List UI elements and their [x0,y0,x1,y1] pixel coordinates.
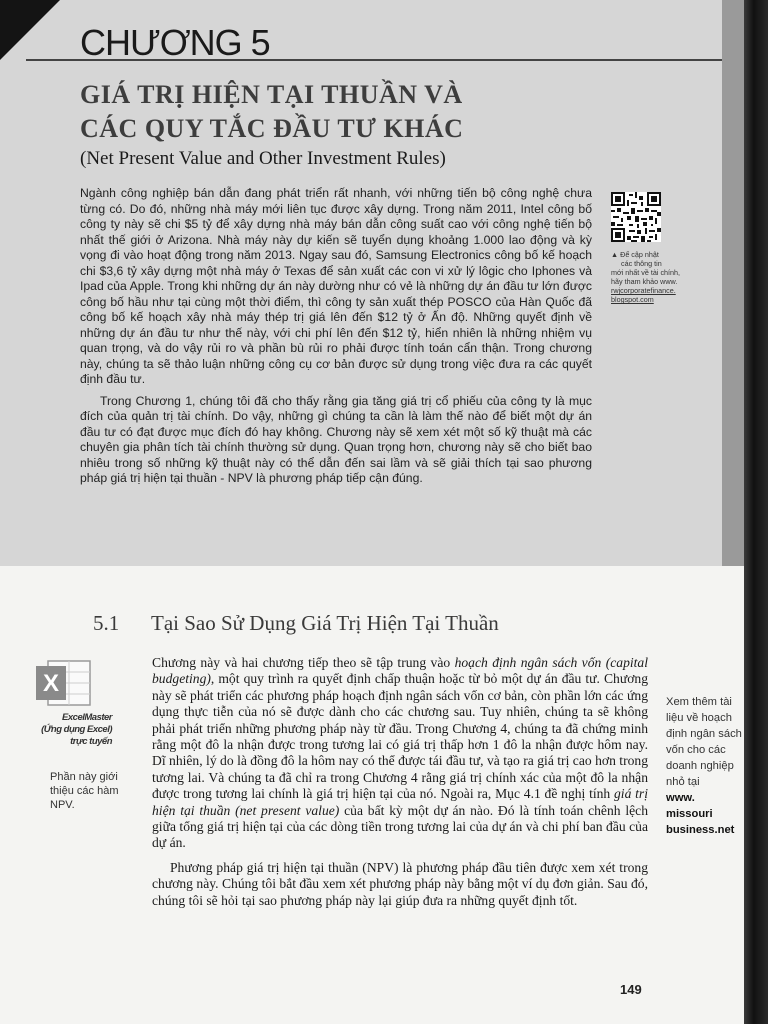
corner-triangle-decoration [0,0,60,60]
body-paragraph-2: Phương pháp giá trị hiện tại thuần (NPV) là phương pháp đầu tiên được xem xét trong chương này. Chúng tôi bắt đầu xem xét phương pháp này bằng một ví dụ đơn giản. Sau đó, chúng tôi sẽ hỏi tại sao phương pháp này lại giúp đưa ra những quyết định tốt. [152,859,648,908]
qr-note-link[interactable]: rwjcorporatefinance. [611,286,676,295]
header-side-strip [722,0,744,566]
chapter-label: CHƯƠNG 5 [80,22,270,63]
right-margin-note [666,694,746,838]
right-note-url[interactable]: business.net [666,824,735,836]
intro-paragraph-2: Trong Chương 1, chúng tôi đã cho thấy rằng gia tăng giá trị cổ phiếu của công ty là mục đích của quản trị tài chính. Do vậy, những gì chúng ta cần là làm thế nào để biết một dự án đầu tư có đạt được mục đích đó hay không. Chương này sẽ xem xét một số kỹ thuật mà các chuyên gia phân tích tài chính thường sử dụng. Quan trọng hơn, chương này sẽ cho biết bao nhiêu trong số những kỹ thuật này có thể dẫn đến sai lầm và sẽ giải thích tại sao phương pháp giá trị hiện tại thuần - NPV là phương pháp tiếp cận đúng. [80,393,592,485]
right-note-url[interactable]: www. [666,792,695,804]
term-capital-budgeting: hoạch định ngân sách vốn (capital budgeting) [152,655,648,687]
qr-note-line: Để cập nhật [620,250,659,259]
section-number: 5.1 [93,611,120,635]
qr-note-line: hãy tham khảo www. [611,277,678,286]
qr-note-link[interactable]: blogspot.com [611,295,654,304]
qr-note-line: mới nhất về tài chính, [611,268,681,277]
body-paragraph-1: Chương này và hai chương tiếp theo sẽ tập trung vào hoạch định ngân sách vốn (capital budgeting), một quy trình ra quyết định chấp thuận hoặc từ bỏ một dự án đầu tư. Chương này sẽ phát triển các phương pháp hoạch định ngân sách vốn cơ bản, còn phần lớn các ứng dụng thực tiễn của nó sẽ được dành cho các chương sau. Tuy nhiên, chúng ta sẽ không phải phát triển những phương pháp này từ đầu. Trong Chương 4, chúng ta đã chứng minh rằng một đô la nhận được trong tương lai có giá trị thấp hơn 1 đô la nhận được hôm nay. Dĩ nhiên, lý do là đồng đô la hôm nay có thể được tái đầu tư, và tạo ra giá trị cao hơn trong tương lai. Và chúng ta đã chỉ ra trong Chương 4 rằng giá trị chính xác của một đô la nhận được trong tương lai chính là giá trị hiện tại của nó. Ngoài ra, Mục 4.1 đề nghị tính giá trị hiện tại thuần (net present value) của bất kỳ một dự án nào. Đó là tính toán chênh lệch giữa tổng giá trị hiện tại của các dòng tiền trong tương lai của dự án và chi phí ban đầu của dự án. [152,655,648,851]
intro-text [80,186,592,493]
term-net-present-value: giá trị hiện tại thuần (net present value) [152,786,648,818]
excel-letter: X [42,670,60,697]
chapter-title-line2: CÁC QUY TẮC ĐẦU TƯ KHÁC [80,114,464,143]
left-margin-note: Phần này giới thiệu các hàm NPV. [50,771,119,811]
right-note-url[interactable]: missouri [666,808,713,820]
page-number: 149 [620,982,642,997]
section-body [152,655,648,917]
chapter-title-line1: GIÁ TRỊ HIỆN TẠI THUẦN VÀ [80,80,463,109]
qr-note-line: các thông tin [621,259,662,268]
excel-label-line: trực tuyến [70,736,112,747]
section-heading [93,611,499,636]
chapter-subtitle: (Net Present Value and Other Investment Rules) [80,148,446,169]
section-title: Tại Sao Sử Dụng Giá Trị Hiện Tại Thuần [151,611,499,635]
excel-label-line: (Ứng dụng Excel) [41,724,112,735]
excel-label-line: ExcelMaster [62,712,112,723]
excel-master-label [36,712,112,748]
intro-paragraph-1: Ngành công nghiệp bán dẫn đang phát triển rất nhanh, với những tiến bộ công nghệ chưa từng có. Do đó, những nhà máy mới liên tục được xây dựng. Trong năm 2011, Intel công bố công ty này sẽ chi $5 tỷ để xây dựng nhà máy bán dẫn công suất cao với công nghệ tiến bộ nhất thế giới ở Arizona. Nhà máy này dự kiến sẽ tuyển dụng khoảng 1.000 lao động và kỳ vọng đi vào hoạt động trong năm 2013. Ngay sau đó, Samsung Electronics công bố kế hoạch chi $3,6 tỷ xây dựng một nhà máy ở Texas để sản xuất các con vi xử lý lôgic cho Iphones và Ipad của Apple. Trong khi những dự án này dường như có vẻ là những dự án đầu tư lớn được công bố hầu như tại cùng một thời điểm, thì công ty sản xuất thép POSCO của Hàn Quốc đã công bố kế hoạch xây nhà máy thép trị giá lên đến $12 tỷ ở Ấn độ. Những quyết định về những dự án đầu tư như thế này, với chi phí lên đến $12 tỷ, hiển nhiên là những nhiệm vụ quan trọng, và do vậy rủi ro và phần bù rủi ro phải được tính toán cẩn thận. Trong chương này, chúng ta sẽ thảo luận những công cụ cơ bản được sử dụng trong việc đưa ra các quyết định đầu tư. [80,186,592,386]
page-edge-shadow [744,0,768,1024]
qr-code-icon [611,192,661,242]
qr-side-note [611,250,697,304]
right-note-text: Xem thêm tài liệu về hoạch định ngân sách vốn cho các doanh nghiệp nhỏ tại [666,696,742,788]
excel-icon [34,658,94,710]
triangle-marker-icon: ▲ [611,250,619,259]
